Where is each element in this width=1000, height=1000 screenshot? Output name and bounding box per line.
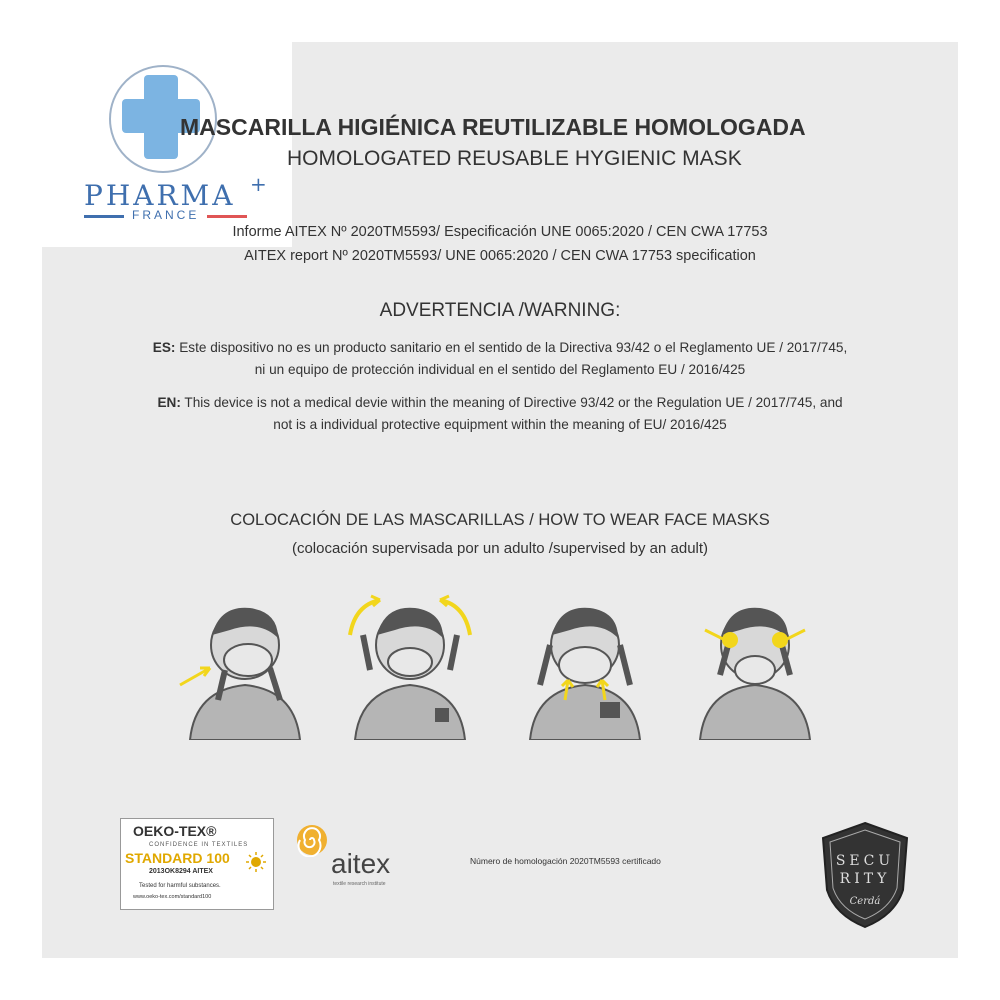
oeko-cert-number: 2013OK8294 AITEX: [149, 868, 213, 875]
security-shield-icon: [815, 820, 915, 930]
title-english: HOMOLOGATED REUSABLE HYGIENIC MASK: [287, 147, 742, 170]
warning-en: [100, 392, 900, 436]
aitex-logo: [295, 818, 425, 893]
step-4-figure-icon: [680, 590, 830, 740]
aitex-tagline: textile research institute: [333, 881, 386, 887]
en-label: EN:: [157, 395, 181, 410]
oeko-tex-badge: [120, 818, 274, 910]
logo-brand: PHARMA: [84, 179, 236, 212]
howto-title: COLOCACIÓN DE LAS MASCARILLAS / HOW TO WEAR FACE MASKS: [230, 511, 770, 529]
shield-text-2: RITY: [839, 871, 891, 887]
spiral-icon: [295, 823, 329, 857]
oeko-title: OEKO-TEX®: [133, 823, 217, 839]
step-1-figure-icon: [170, 590, 320, 740]
oeko-confidence: CONFIDENCE IN TEXTILES: [149, 842, 249, 848]
oeko-url: www.oeko-tex.com/standard100: [133, 894, 212, 900]
oeko-tested: Tested for harmful substances.: [139, 883, 221, 889]
warning-es-line2: ni un equipo de protección individual en el sentido del Reglamento EU / 2016/425: [254, 362, 746, 377]
report-spanish: Informe AITEX Nº 2020TM5593/ Especificación UNE 0065:2020 / CEN CWA 17753: [232, 224, 768, 240]
title-spanish: MASCARILLA HIGIÉNICA REUTILIZABLE HOMOLOGADA: [180, 114, 806, 140]
warning-en-line1: This device is not a medical devie within the meaning of Directive 93/42 or the Regulation UE / 2017/745, and: [180, 395, 843, 410]
aitex-word: aitex: [331, 848, 391, 879]
warning-en-line2: not is a individual protective equipment within the meaning of EU/ 2016/425: [273, 417, 727, 432]
report-english: AITEX report Nº 2020TM5593/ UNE 0065:2020 / CEN CWA 17753 specification: [244, 248, 756, 264]
warning-es: [100, 337, 900, 381]
howto-subtitle: (colocación supervisada por un adulto /supervised by an adult): [291, 540, 709, 557]
es-label: ES:: [152, 340, 176, 355]
shield-text-1: SECU: [835, 853, 895, 869]
product-label-card: [42, 42, 958, 958]
logo-plus: +: [250, 172, 267, 196]
homologation-number: Número de homologación 2020TM5593 certificado: [470, 856, 661, 866]
instruction-figures: [170, 590, 830, 740]
warning-title: ADVERTENCIA /WARNING:: [379, 300, 621, 321]
step-2-figure-icon: [335, 590, 485, 740]
pharma-france-logo: [42, 42, 292, 247]
warning-es-line1: Este dispositivo no es un producto sanitario en el sentido de la Directiva 93/42 o el Reglamento UE / 2017/745,: [175, 340, 848, 355]
step-3-figure-icon: [510, 590, 660, 740]
sun-icon: [246, 852, 266, 872]
oeko-standard: STANDARD 100: [125, 850, 230, 866]
logo-sub: FRANCE: [132, 208, 200, 222]
shield-signature: Cerdá: [849, 896, 881, 907]
